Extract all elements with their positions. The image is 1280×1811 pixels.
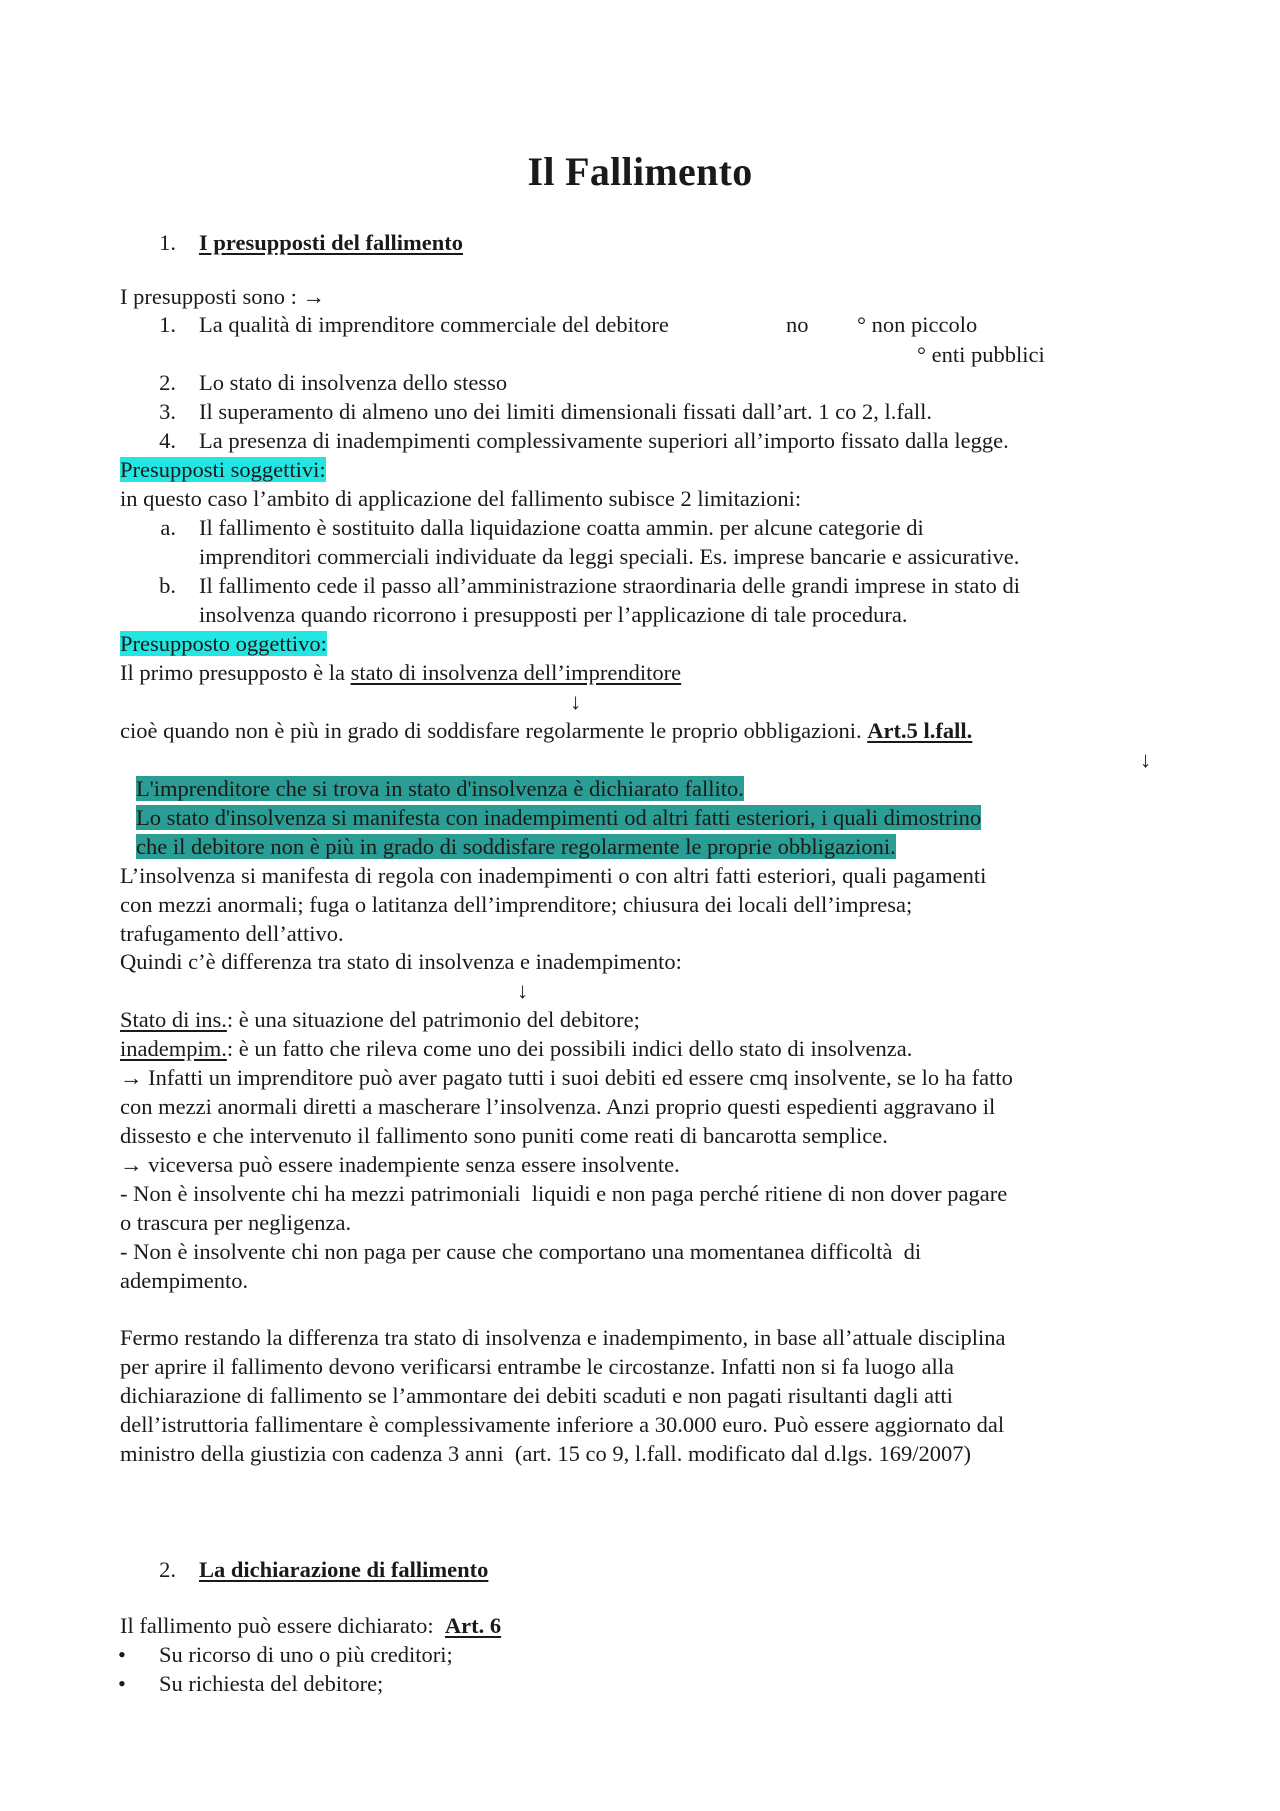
list-subnote: ° enti pubblici	[917, 342, 1045, 367]
section-heading: I presupposti del fallimento	[199, 230, 463, 255]
paragraph-line: cioè quando non è più in grado di soddisfare regolarmente le proprio obbligazioni. Art.5 l.fall.	[120, 718, 973, 743]
paragraph-line: Fermo restando la differenza tra stato di insolvenza e inadempimento, in base all’attuale disciplina	[120, 1325, 1006, 1350]
definition-term: Stato di ins.	[120, 1007, 227, 1032]
paragraph-line: → Infatti un imprenditore può aver pagato tutti i suoi debiti ed essere cmq insolvente, se lo ha fatto	[120, 1065, 1013, 1090]
list-subnote: ° non piccolo	[857, 312, 978, 337]
bullet-item: Su richiesta del debitore;	[159, 1671, 384, 1696]
list-note: no	[786, 312, 809, 337]
list-number: 3.	[159, 399, 176, 424]
list-item: Lo stato di insolvenza dello stesso	[199, 370, 508, 395]
highlighted-label: Presupposti soggettivi:	[120, 457, 326, 482]
list-item: La qualità di imprenditore commerciale del debitore	[199, 312, 669, 337]
highlighted-label: Presupposto oggettivo:	[120, 631, 327, 656]
paragraph-line: o trascura per negligenza.	[120, 1210, 352, 1235]
paragraph-line: Il fallimento può essere dichiarato: Art. 6	[120, 1613, 502, 1638]
paragraph-line: L’insolvenza si manifesta di regola con inadempimenti o con altri fatti esteriori, quali pagamenti	[120, 863, 987, 888]
paragraph-line: per aprire il fallimento devono verificarsi entrambe le circostanze. Infatti non si fa luogo alla	[120, 1354, 955, 1379]
paragraph-line: in questo caso l’ambito di applicazione del fallimento subisce 2 limitazioni:	[120, 486, 802, 511]
paragraph-line: con mezzi anormali; fuga o latitanza dell’imprenditore; chiusura dei locali dell’impresa;	[120, 892, 913, 917]
list-number: 1.	[159, 312, 176, 337]
quote-line: L'imprenditore che si trova in stato d'insolvenza è dichiarato fallito.	[136, 776, 744, 801]
article-reference: Art.5 l.fall.	[867, 718, 973, 743]
article-reference: Art. 6	[444, 1613, 502, 1638]
paragraph-line: con mezzi anormali diretti a mascherare l’insolvenza. Anzi proprio questi espedienti aggravano il	[120, 1094, 996, 1119]
paragraph-line: Quindi c’è differenza tra stato di insolvenza e inadempimento:	[120, 949, 682, 974]
page-title: Il Fallimento	[527, 149, 753, 194]
list-item: Il fallimento è sostituito dalla liquidazione coatta ammin. per alcune categorie di	[199, 515, 924, 540]
list-number: 4.	[159, 428, 176, 453]
list-item: imprenditori commerciali individuate da leggi speciali. Es. imprese bancarie e assicurative.	[199, 544, 1020, 569]
list-item: insolvenza quando ricorrono i presupposti per l’applicazione di tale procedura.	[199, 602, 908, 627]
paragraph-line: ministro della giustizia con cadenza 3 anni (art. 15 co 9, l.fall. modificato dal d.lgs. 169/2007)	[120, 1441, 972, 1466]
definition-line: Stato di ins.: è una situazione del patrimonio del debitore;	[120, 1007, 640, 1032]
list-item: Il superamento di almeno uno dei limiti dimensionali fissati dall’art. 1 co 2, l.fall.	[199, 399, 932, 424]
paragraph-line: dell’istruttoria fallimentare è complessivamente inferiore a 30.000 euro. Può essere aggiornato dal	[120, 1412, 1005, 1437]
list-letter: a.	[160, 515, 176, 540]
down-arrow-icon: ↓	[570, 689, 582, 714]
bullet-icon: •	[118, 1642, 126, 1667]
bullet-item: Su ricorso di uno o più creditori;	[159, 1642, 453, 1667]
bullet-icon: •	[118, 1671, 126, 1696]
quote-line: Lo stato d'insolvenza si manifesta con inadempimenti od altri fatti esteriori, i quali dimostrino	[136, 805, 982, 830]
underlined-term: stato di insolvenza dell’imprenditore	[350, 660, 682, 685]
section-heading: La dichiarazione di fallimento	[199, 1557, 489, 1582]
quote-line: che il debitore non è più in grado di soddisfare regolarmente le proprie obbligazioni.	[136, 834, 896, 859]
paragraph-line: trafugamento dell’attivo.	[120, 921, 344, 946]
list-item: La presenza di inadempimenti complessivamente superiori all’importo fissato dalla legge.	[199, 428, 1009, 453]
definition-term: inadempim.	[120, 1036, 227, 1061]
list-letter: b.	[159, 573, 176, 598]
list-item: Il fallimento cede il passo all’amministrazione straordinaria delle grandi imprese in stato di	[199, 573, 1020, 598]
list-number: 2.	[159, 370, 176, 395]
down-arrow-icon: ↓	[517, 978, 529, 1003]
down-arrow-icon: ↓	[1140, 747, 1152, 772]
paragraph-line: - Non è insolvente chi ha mezzi patrimoniali liquidi e non paga perché ritiene di non dover pagare	[120, 1181, 1008, 1206]
paragraph-line: Il primo presupposto è la stato di insolvenza dell’imprenditore	[120, 660, 682, 685]
paragraph-line: - Non è insolvente chi non paga per cause che comportano una momentanea difficoltà di	[120, 1239, 922, 1264]
paragraph-line: adempimento.	[120, 1268, 249, 1293]
intro-text: I presupposti sono : →	[120, 284, 325, 309]
section-number: 2.	[159, 1557, 176, 1582]
paragraph-line: dissesto e che intervenuto il fallimento sono puniti come reati di bancarotta semplice.	[120, 1123, 888, 1148]
definition-line: inadempim.: è un fatto che rileva come uno dei possibili indici dello stato di insolvenza.	[120, 1036, 913, 1061]
paragraph-line: dichiarazione di fallimento se l’ammontare dei debiti scaduti e non pagati risultanti dagli atti	[120, 1383, 953, 1408]
section-number: 1.	[159, 230, 176, 255]
paragraph-line: → viceversa può essere inadempiente senza essere insolvente.	[120, 1152, 680, 1177]
